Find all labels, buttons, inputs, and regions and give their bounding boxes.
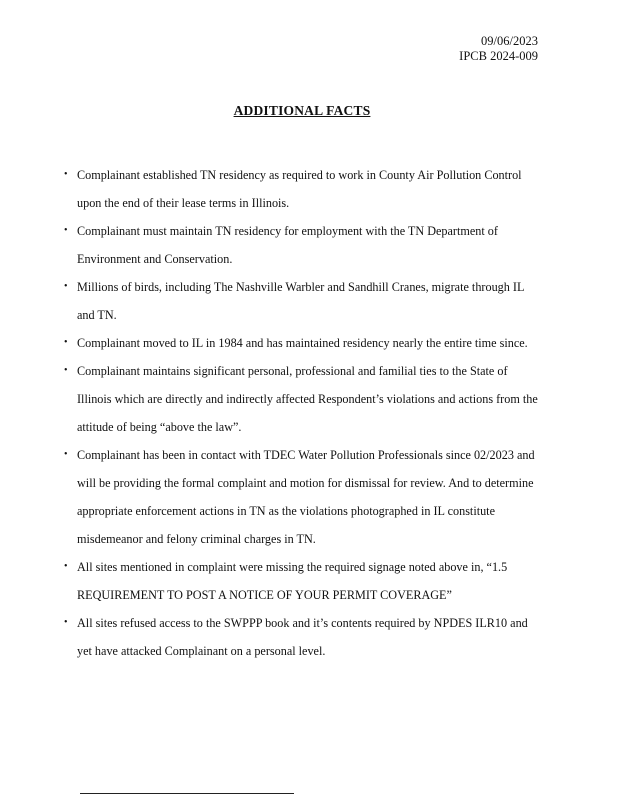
fact-text: Complainant must maintain TN residency for employment with the TN Department of Environment and Conservation. [77,224,498,266]
fact-item [62,217,544,273]
fact-item [62,161,544,217]
bullet-icon: • [64,337,68,348]
bullet-icon: • [64,169,68,180]
bullet-icon: • [64,617,68,628]
fact-item [62,273,544,329]
fact-item [62,609,544,665]
bullet-icon: • [64,281,68,292]
fact-text: Complainant has been in contact with TDEC Water Pollution Professionals since 02/2023 and will be providing the formal complaint and motion for dismissal for review. And to determine appropriate enforcement actions in TN as the violations photographed in IL constitute misdemeanor and felony criminal charges in TN. [77,448,535,546]
fact-item [62,357,544,441]
fact-item [62,329,544,357]
filing-date: 09/06/2023 [481,34,538,48]
bullet-icon: • [64,561,68,572]
bullet-icon: • [64,365,68,376]
fact-text: All sites mentioned in complaint were missing the required signage noted above in, “1.5 REQUIREMENT TO POST A NOTICE OF YOUR PERMIT COVERAGE” [77,560,508,602]
header-meta [459,34,538,64]
fact-item [62,441,544,553]
fact-text: Complainant maintains significant personal, professional and familial ties to the State of Illinois which are directly and indirectly affected Respondent’s violations and actions from the attitude of being “above the law”. [77,364,538,434]
footer-divider [80,793,294,794]
fact-item [62,553,544,609]
fact-text: Complainant moved to IL in 1984 and has maintained residency nearly the entire time since. [77,336,528,350]
case-number: IPCB 2024-009 [459,49,538,63]
fact-text: All sites refused access to the SWPPP book and it’s contents required by NPDES ILR10 and yet have attacked Complainant on a personal level. [77,616,528,658]
fact-text: Millions of birds, including The Nashville Warbler and Sandhill Cranes, migrate through IL and TN. [77,280,524,322]
page-title: ADDITIONAL FACTS [233,103,371,118]
fact-text: Complainant established TN residency as required to work in County Air Pollution Control upon the end of their lease terms in Illinois. [77,168,522,210]
bullet-icon: • [64,449,68,460]
bullet-icon: • [64,225,68,236]
facts-list [62,161,544,665]
